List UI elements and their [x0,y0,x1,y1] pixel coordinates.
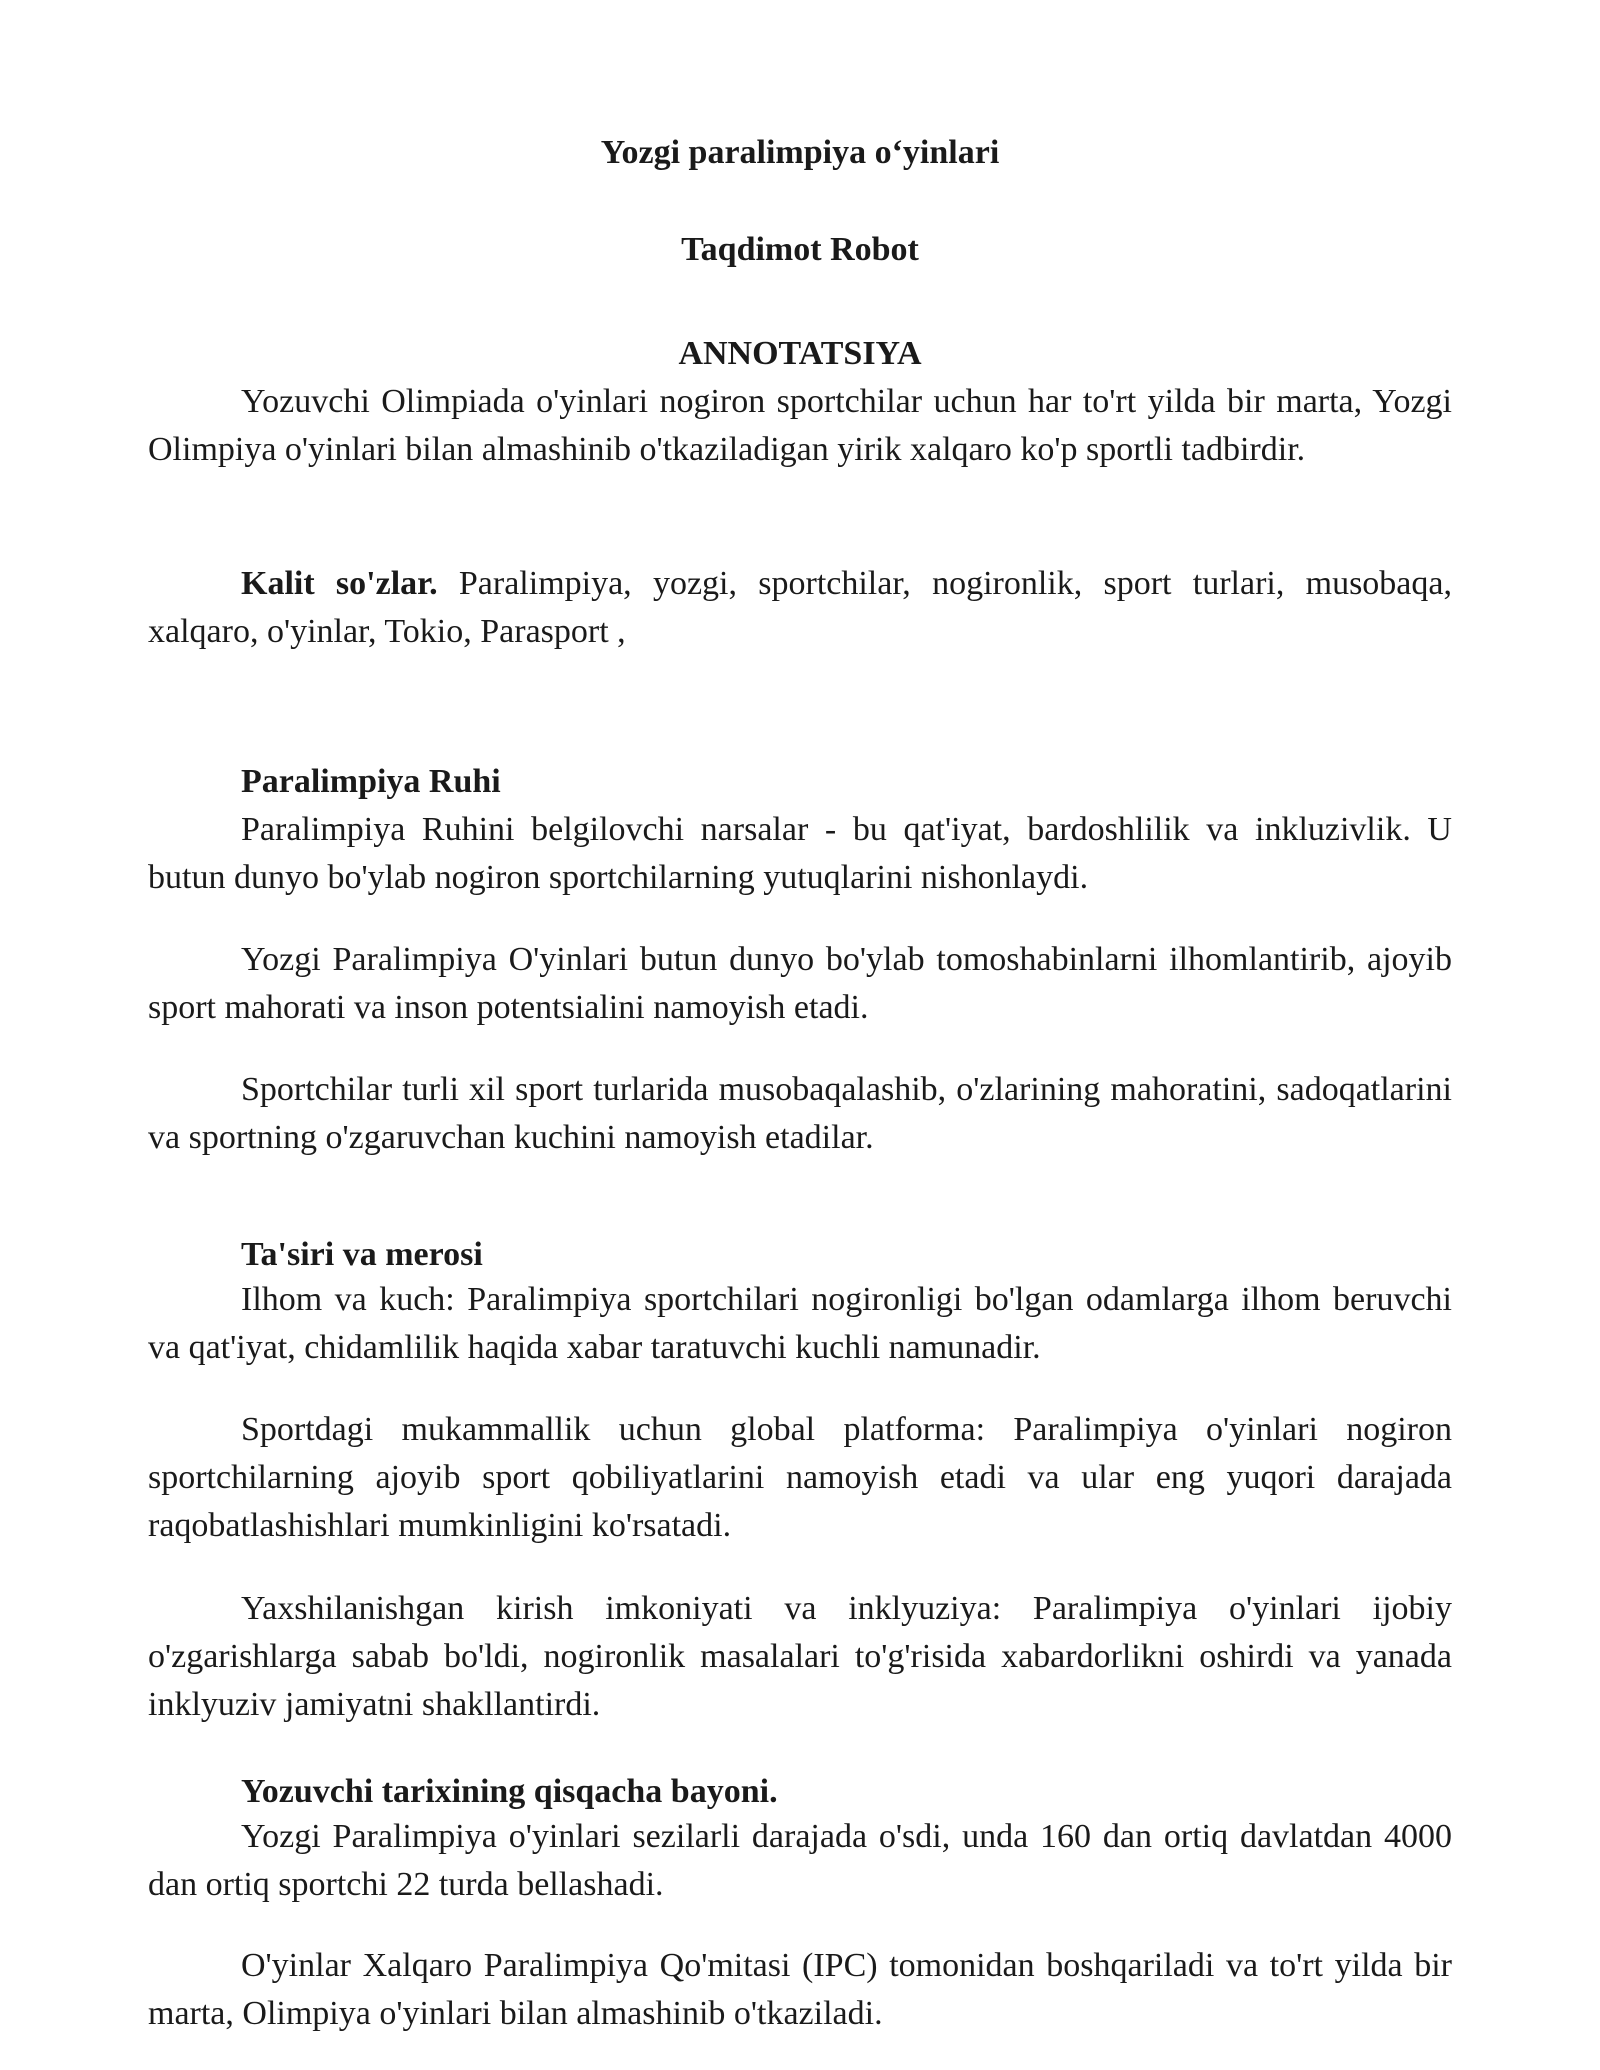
document-title: Yozgi paralimpiya o‘yinlari [600,134,1000,171]
section-1-paragraph-3: Sportchilar turli xil sport turlarida musobaqalashib, o'zlarining mahoratini, sadoqatlarini va sportning o'zgaruvchan kuchini namoyish etadilar. [148,1071,1452,1156]
section-1-paragraph-2: Yozgi Paralimpiya O'yinlari butun dunyo bo'ylab tomoshabinlarni ilhomlantirib, ajoyib sport mahorati va inson potentsialini namoyish etadi. [148,941,1452,1026]
section-3-paragraph-1: Yozgi Paralimpiya o'yinlari sezilarli darajada o'sdi, unda 160 dan ortiq davlatdan 4000 dan ortiq sportchi 22 turda bellashadi. [148,1818,1452,1903]
keywords-label: Kalit so'zlar. [241,565,438,602]
keywords-paragraph [148,560,1452,656]
section-2-paragraph-3: Yaxshilanishgan kirish imkoniyati va inklyuziya: Paralimpiya o'yinlari ijobiy o'zgarishlarga sabab bo'ldi, nogironlik masalalari to'g'risida xabardorlikni oshirdi va yanada inklyuziv jamiyatni shakllantirdi. [148,1590,1452,1723]
section-1-paragraph-1: Paralimpiya Ruhini belgilovchi narsalar - bu qat'iyat, bardoshlilik va inkluzivlik. U butun dunyo bo'ylab nogiron sportchilarning yutuqlarini nishonlaydi. [148,811,1452,896]
document-author: Taqdimot Robot [681,231,919,268]
section-heading-tarix: Yozuvchi tarixining qisqacha bayoni. [241,1773,778,1810]
section-3-paragraph-2: O'yinlar Xalqaro Paralimpiya Qo'mitasi (IPC) tomonidan boshqariladi va to'rt yilda bir marta, Olimpiya o'yinlari bilan almashinib o'tkaziladi. [148,1947,1452,2032]
annotation-paragraph: Yozuvchi Olimpiada o'yinlari nogiron sportchilar uchun har to'rt yilda bir marta, Yozgi Olimpiya o'yinlari bilan almashinib o'tkaziladigan yirik xalqaro ko'p sportli tadbirdir. [148,383,1452,468]
annotation-heading: ANNOTATSIYA [678,335,922,372]
section-2-paragraph-2: Sportdagi mukammallik uchun global platforma: Paralimpiya o'yinlari nogiron sportchilarning ajoyib sport qobiliyatlarini namoyish etadi va ular eng yuqori darajada raqobatlashishlari mumkinligini ko'rsatadi. [148,1411,1452,1544]
section-heading-tasiri-va-merosi: Ta'siri va merosi [241,1236,483,1273]
section-heading-paralimpiya-ruhi: Paralimpiya Ruhi [241,763,501,800]
section-2-paragraph-1: Ilhom va kuch: Paralimpiya sportchilari nogironligi bo'lgan odamlarga ilhom beruvchi va qat'iyat, chidamlilik haqida xabar taratuvchi kuchli namunadir. [148,1281,1452,1366]
keywords-text: Paralimpiya, yozgi, sportchilar, nogironlik, sport turlari, musobaqa, xalqaro, o'yinlar, Tokio, Parasport , [148,565,1452,650]
